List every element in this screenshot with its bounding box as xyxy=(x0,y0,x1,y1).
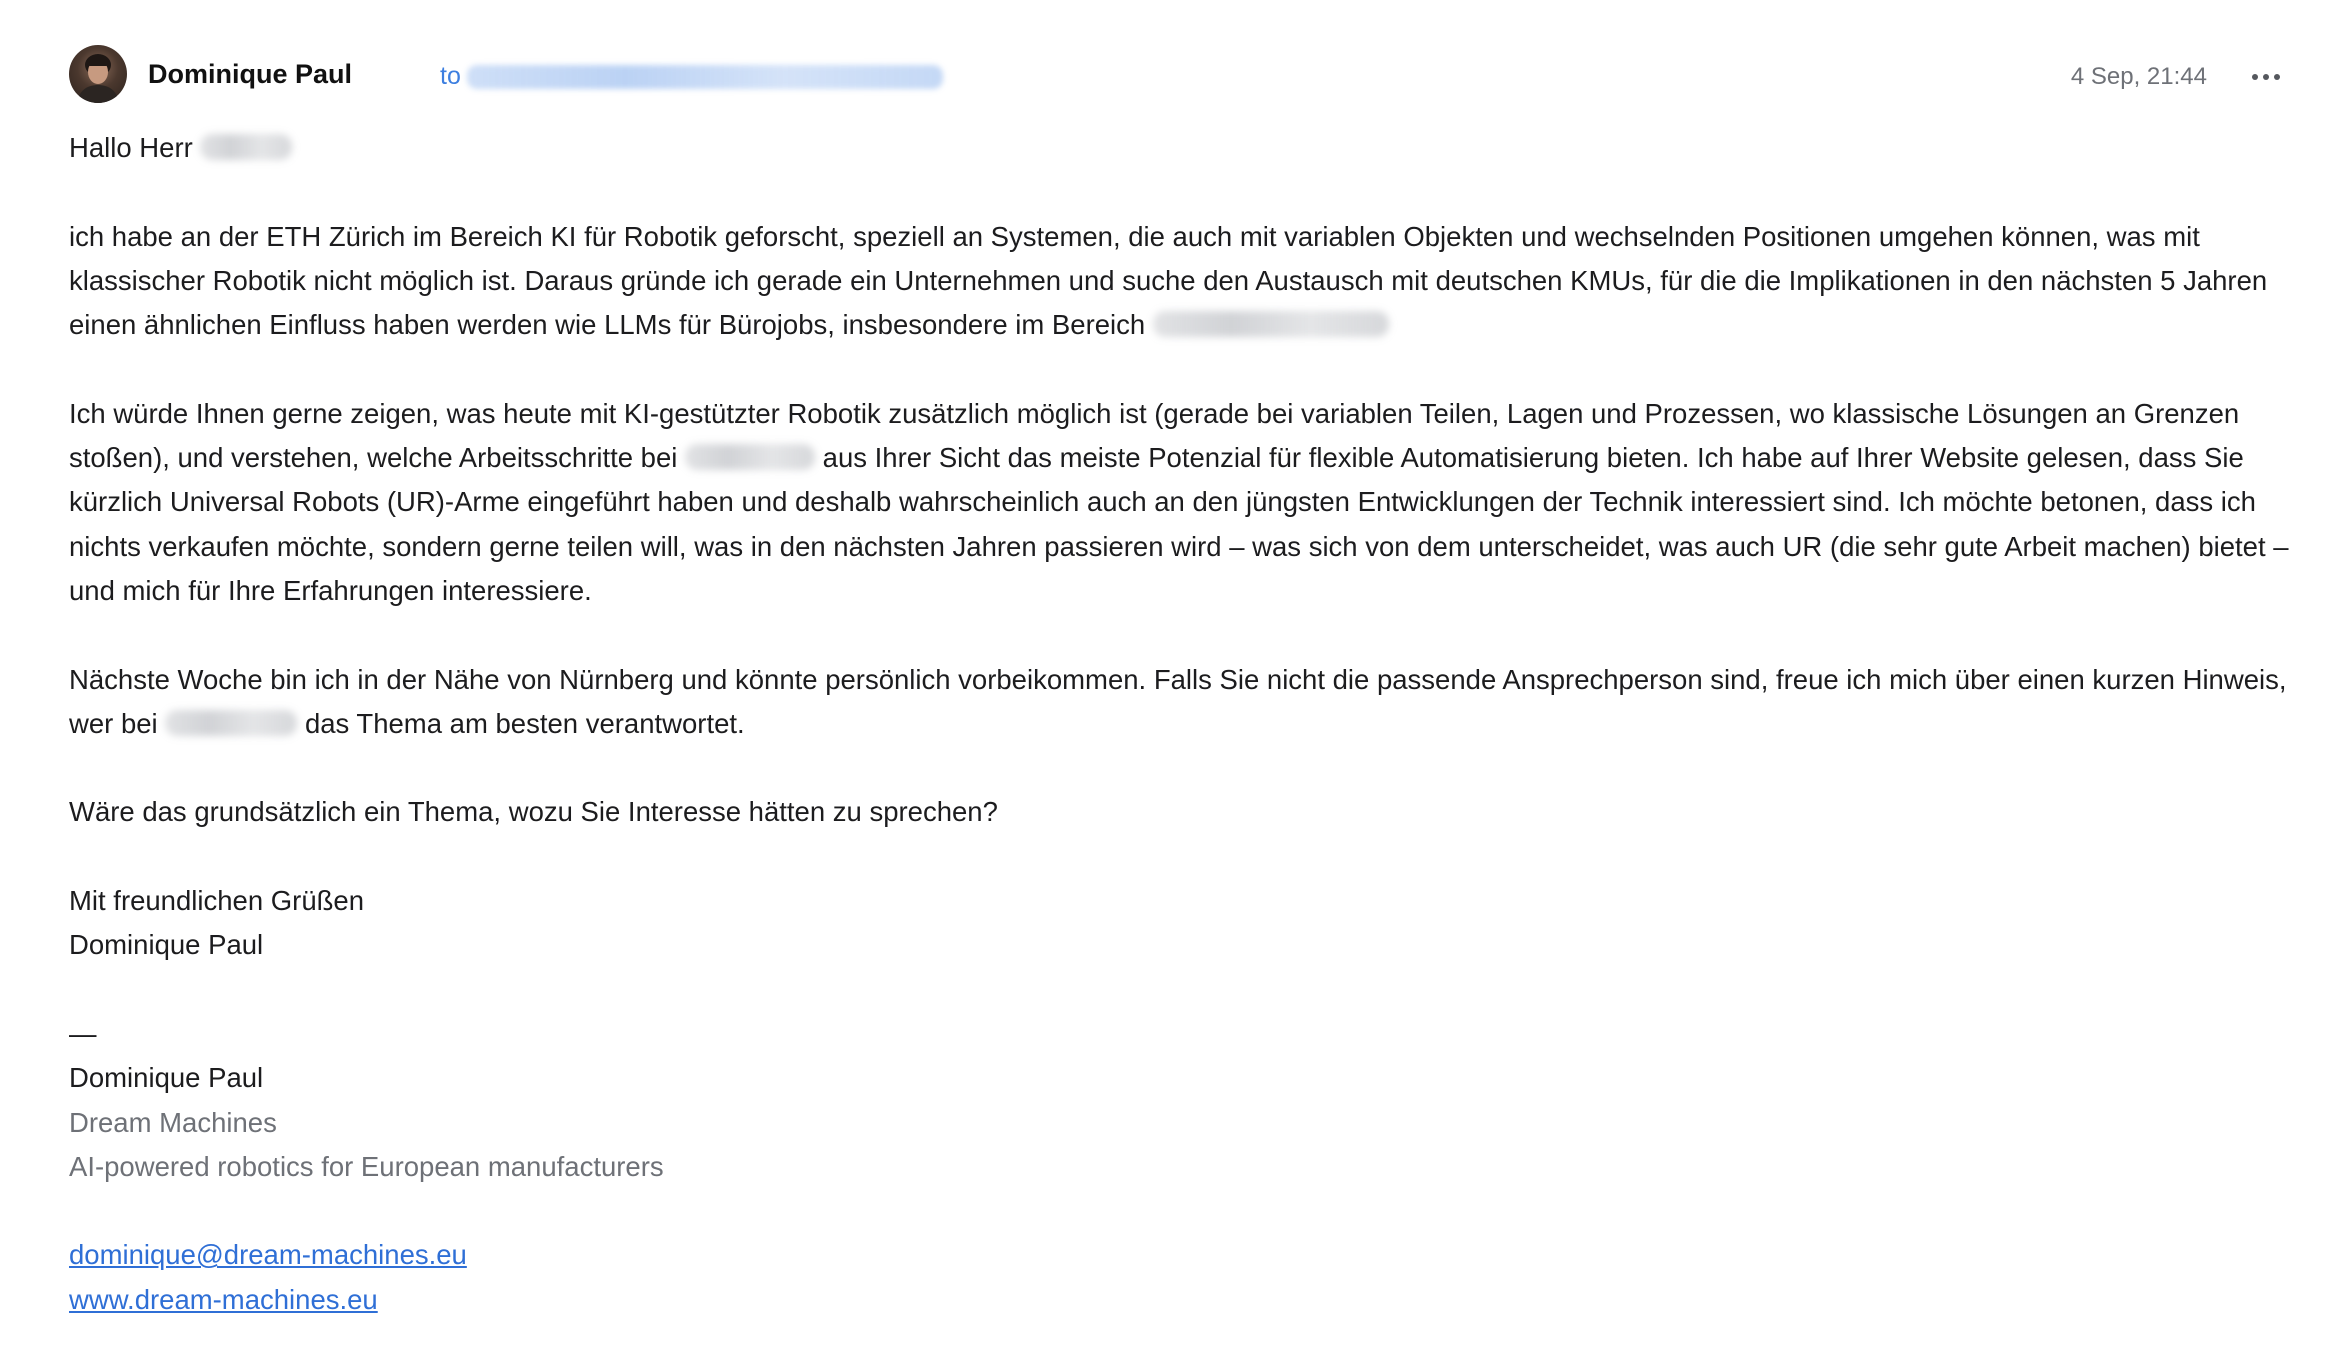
paragraph-4: Wäre das grundsätzlich ein Thema, wozu Sie Interesse hätten zu sprechen? xyxy=(69,796,998,828)
signature-email-link[interactable]: dominique@dream-machines.eu xyxy=(69,1239,467,1271)
paragraph-2-text-end: aus Ihrer Sicht das meiste Potenzial für flexible Automatisierung bieten. Ich habe auf Ihrer Website gelesen, dass Sie kürzlich Universal Robots (UR)-Arme eingeführt haben und deshalb wahrscheinlich auch an den jüngsten Entwicklungen der Technik interessiert sind. Ich möchte betonen, dass ich nichts verkaufen möchte, sondern gerne teilen will, was in den nächsten Jahren passieren wird – was sich von dem unterscheidet, was auch UR (die sehr gute Arbeit machen) bietet – und mich für Ihre Erfahrungen interessiere. xyxy=(69,442,2297,606)
closing-name: Dominique Paul xyxy=(69,929,264,961)
email-header xyxy=(69,45,2289,105)
paragraph-2 xyxy=(69,392,2299,613)
paragraph-1 xyxy=(69,215,2299,348)
greeting xyxy=(69,126,2299,170)
recipient-email-redacted xyxy=(467,65,943,89)
to-label: to xyxy=(440,62,461,90)
more-horizontal-icon xyxy=(2252,74,2258,80)
avatar[interactable] xyxy=(69,45,127,103)
paragraph-3-text-end: das Thema am besten verantwortet. xyxy=(304,707,745,739)
signature-email-line xyxy=(69,1233,2299,1277)
signature-website-line xyxy=(69,1278,2299,1322)
paragraph-2-text-start: Ich würde Ihnen gerne zeigen, was heute mit KI-gestützter Robotik zusätzlich möglich ist (gerade bei variablen Teilen, Lagen und Prozessen, wo klassische Lösungen an Grenzen stoßen), und verstehen, welche Arbeitsschritte bei xyxy=(69,397,2247,474)
signature-dash: — xyxy=(69,1017,97,1049)
signature-tagline: AI-powered robotics for European manufacturers xyxy=(69,1150,664,1182)
redacted-field xyxy=(1153,311,1389,337)
avatar-portrait-icon xyxy=(69,45,127,103)
redacted-company xyxy=(685,444,815,470)
more-options-button[interactable] xyxy=(2243,59,2289,95)
more-horizontal-icon xyxy=(2263,74,2269,80)
redacted-company xyxy=(165,710,297,736)
email-date: 4 Sep, 21:44 xyxy=(2070,63,2207,90)
recipient[interactable] xyxy=(440,58,943,94)
more-horizontal-icon xyxy=(2274,74,2280,80)
paragraph-1-text: ich habe an der ETH Zürich im Bereich KI für Robotik geforscht, speziell an Systemen, die auch mit variablen Objekten und wechselnden Positionen umgehen können, was mit klassischer Robotik nicht möglich ist. Daraus gründe ich gerade ein Unternehmen und suche den Austausch mit deutschen KMUs, für die die Implikationen in den nächsten 5 Jahren einen ähnlichen Einfluss haben werden wie LLMs für Bürojobs, insbesondere im Bereich xyxy=(69,220,2275,341)
email-body xyxy=(69,126,2299,1322)
redacted-name xyxy=(200,134,292,160)
paragraph-3-text-start: Nächste Woche bin ich in der Nähe von Nürnberg und könnte persönlich vorbeikommen. Falls Sie nicht die passende Ansprechperson sind, freue ich mich über einen kurzen Hinweis, wer bei xyxy=(69,663,2295,739)
signature-website-link[interactable]: www.dream-machines.eu xyxy=(69,1283,378,1315)
paragraph-3 xyxy=(69,658,2299,747)
signature-company: Dream Machines xyxy=(69,1106,277,1138)
signature-name: Dominique Paul xyxy=(69,1062,264,1094)
closing: Mit freundlichen Grüßen xyxy=(69,885,364,917)
greeting-text: Hallo Herr xyxy=(69,132,193,163)
sender-name[interactable]: Dominique Paul xyxy=(148,59,353,89)
